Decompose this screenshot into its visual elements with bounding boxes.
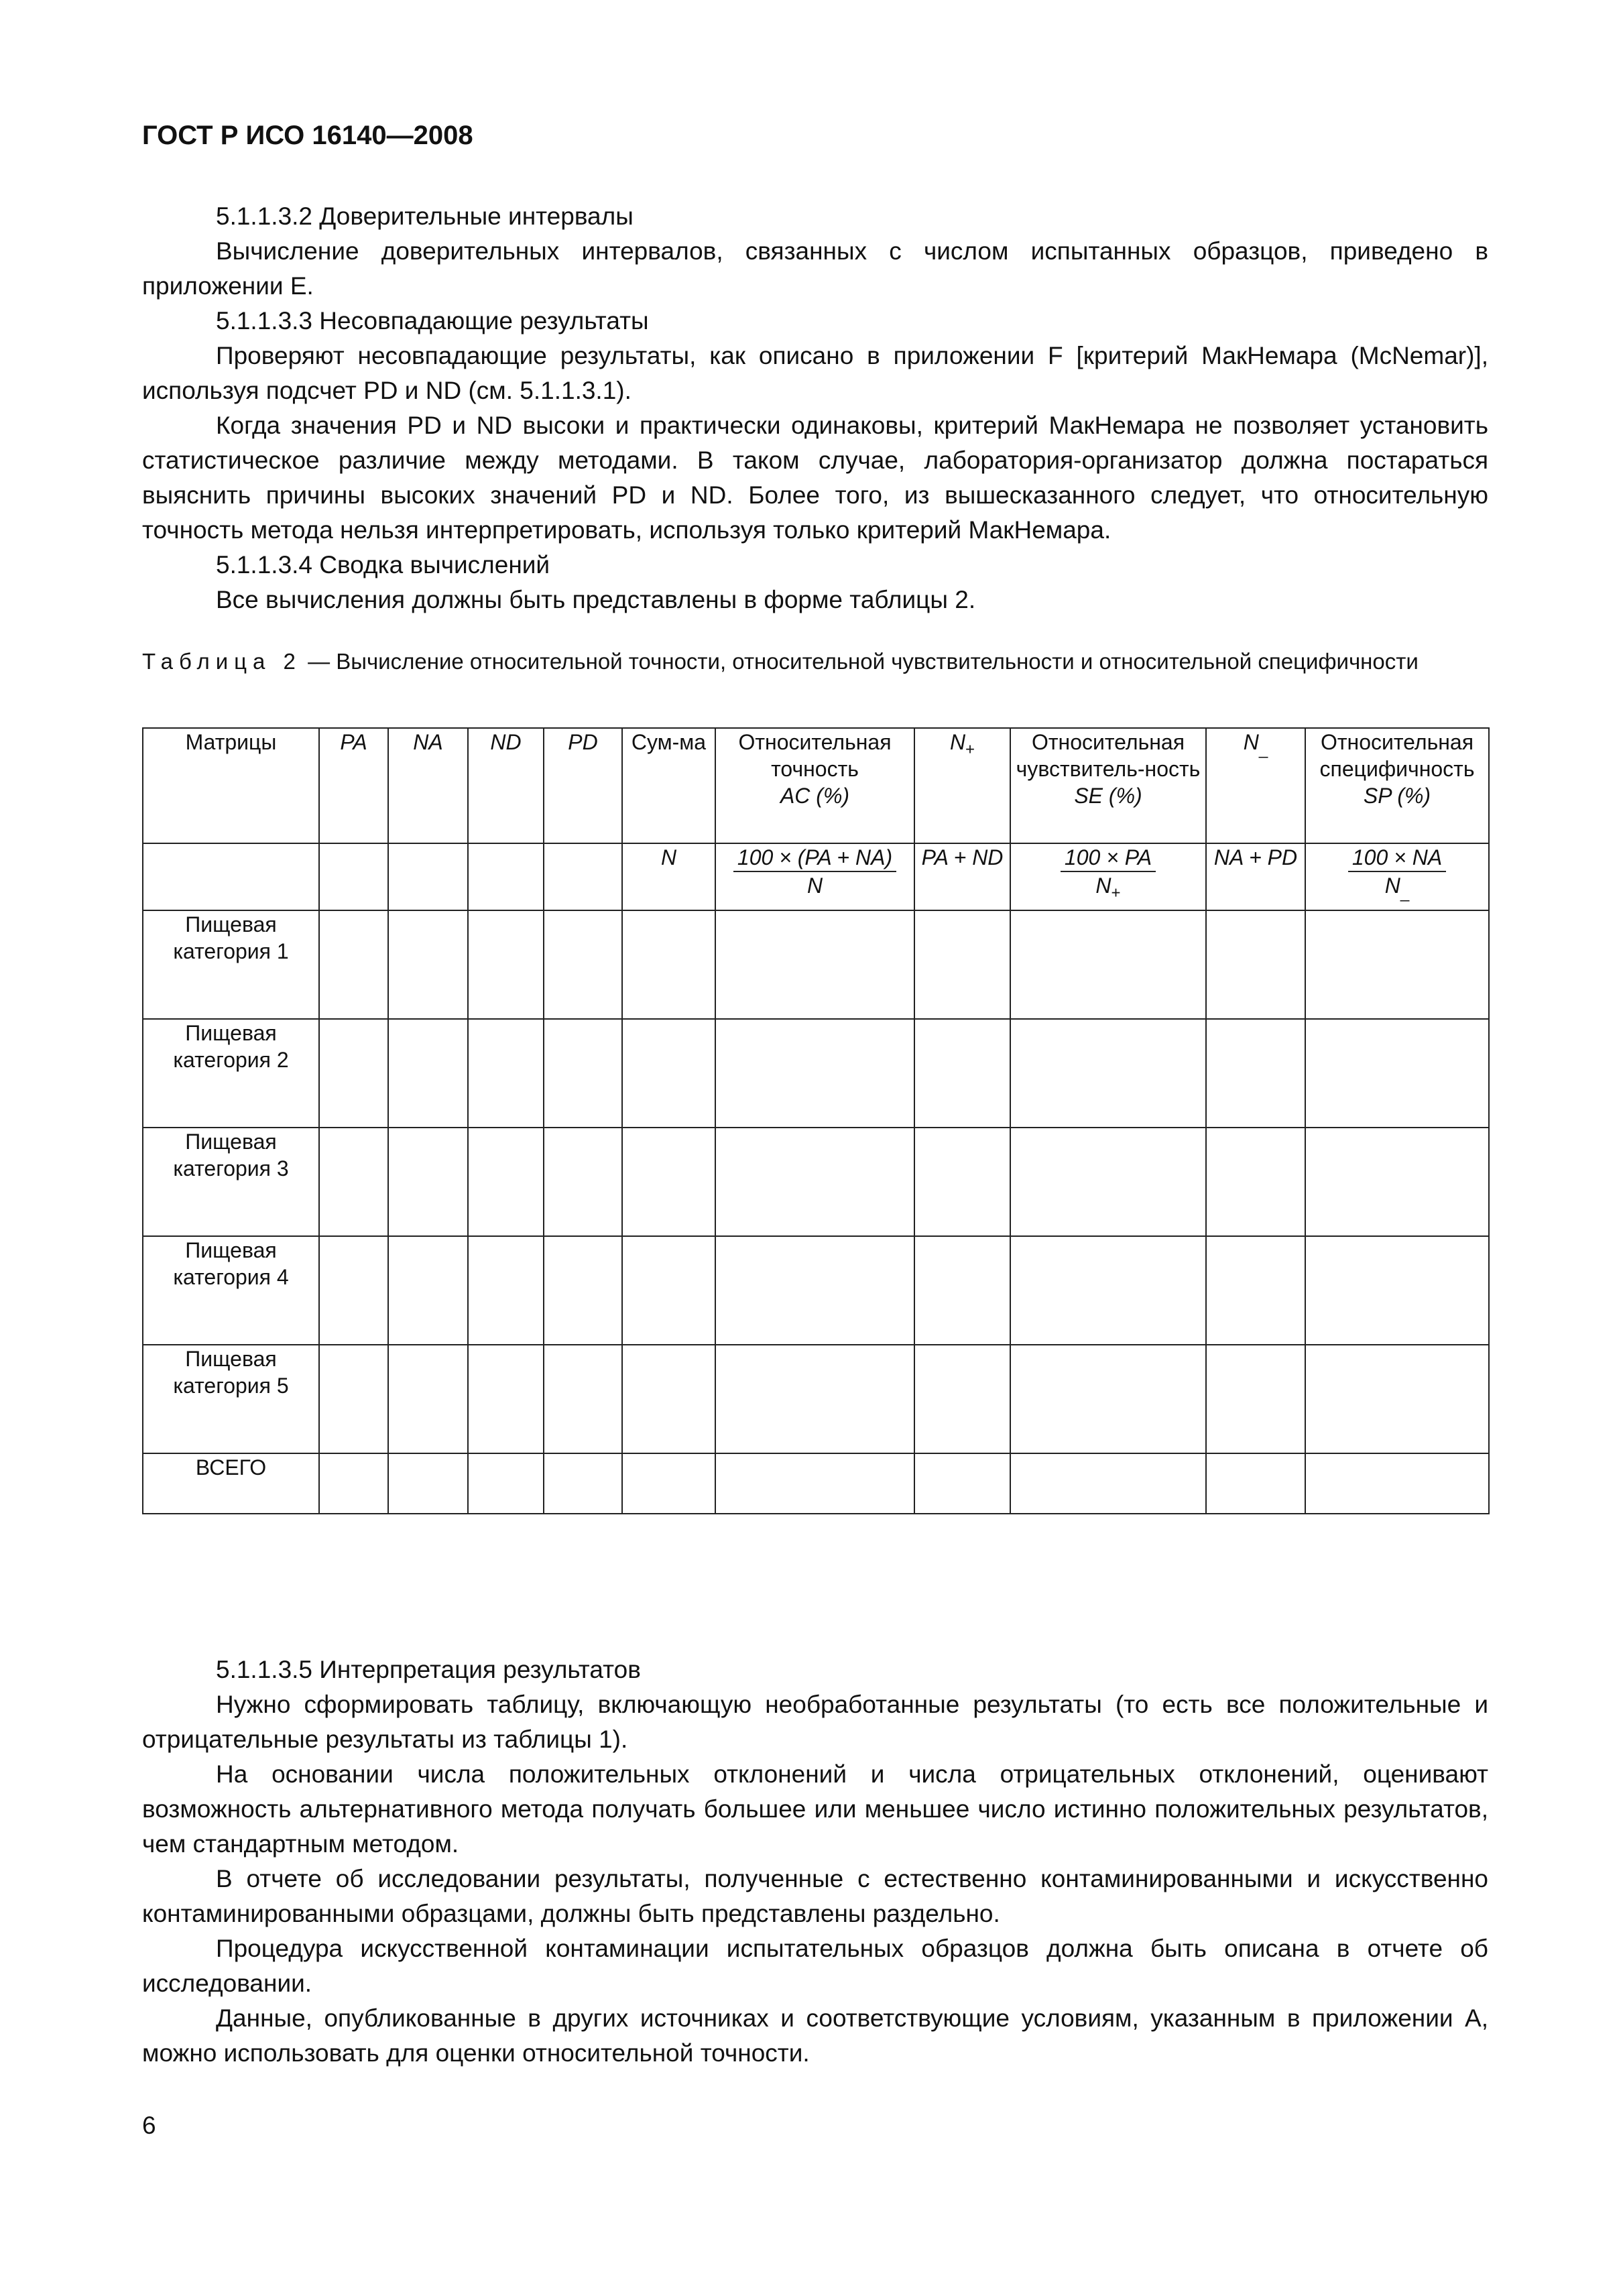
formula-sensitivity-denominator	[1061, 872, 1156, 906]
header-sensitivity	[1010, 728, 1206, 843]
formula-accuracy	[715, 843, 914, 910]
header-accuracy-title: Относительная точность	[738, 730, 892, 781]
table-header-row	[143, 728, 1489, 843]
table-row	[143, 1236, 1489, 1345]
table-row	[143, 1128, 1489, 1236]
header-specificity-title: Относительная специфичность	[1319, 730, 1475, 781]
header-nplus	[914, 728, 1010, 843]
formula-specificity	[1305, 843, 1489, 910]
header-nplus-symbol: N	[949, 730, 966, 754]
header-specificity-symbol: SP (%)	[1363, 784, 1431, 808]
formula-specificity-den-sub: _	[1400, 884, 1410, 902]
formula-specificity-numerator: 100 × NA	[1348, 844, 1446, 872]
header-nd: ND	[468, 728, 544, 843]
formula-sensitivity-den-symbol: N	[1095, 873, 1111, 898]
formula-accuracy-denominator: N	[806, 873, 823, 898]
table-caption-text: — Вычисление относительной точности, относительной чувствительности и относительной специфичности	[301, 649, 1419, 674]
row-label: Пищевая категория 1	[143, 910, 319, 1019]
total-label: ВСЕГО	[143, 1453, 319, 1514]
paragraph: 5.1.1.3.5 Интерпретация результатов	[216, 1656, 641, 1683]
table-total-row	[143, 1453, 1489, 1514]
formula-sensitivity-numerator: 100 × PA	[1061, 844, 1156, 872]
fraction	[1348, 844, 1446, 906]
paragraph: 5.1.1.3.4 Сводка вычислений	[216, 551, 550, 579]
header-nminus-symbol: N	[1243, 730, 1259, 754]
header-pd: PD	[544, 728, 622, 843]
table-formula-row	[143, 843, 1489, 910]
fraction	[733, 844, 896, 899]
row-label: Пищевая категория 5	[143, 1345, 319, 1453]
header-matrices: Матрицы	[143, 728, 319, 843]
formula-sum: N	[622, 843, 715, 910]
header-accuracy-symbol: AC (%)	[780, 784, 850, 808]
formula-nminus: NA + PD	[1206, 843, 1305, 910]
document-header: ГОСТ Р ИСО 16140—2008	[142, 121, 473, 150]
page-number: 6	[142, 2112, 156, 2139]
paragraph: В отчете об исследовании результаты, полученные с естественно контаминированными и искусственно контаминированными образцами, должны быть представлены раздельно.	[142, 1865, 1488, 1927]
fraction	[1061, 844, 1156, 906]
formula-accuracy-numerator: 100 × (PA + NA)	[733, 844, 896, 872]
header-nminus	[1206, 728, 1305, 843]
header-specificity	[1305, 728, 1489, 843]
paragraph: Нужно сформировать таблицу, включающую необработанные результаты (то есть все положительные и отрицательные результаты из таблицы 1).	[142, 1691, 1488, 1753]
formula-sensitivity-den-sub: +	[1111, 884, 1121, 902]
table-row	[143, 1345, 1489, 1453]
paragraph: 5.1.1.3.3 Несовпадающие результаты	[216, 307, 649, 335]
row-label: Пищевая категория 3	[143, 1128, 319, 1236]
formula-specificity-den-symbol: N	[1384, 873, 1400, 898]
header-accuracy	[715, 728, 914, 843]
body-text-bottom	[142, 1652, 1488, 2071]
header-nplus-sub: +	[965, 740, 975, 759]
body-text-top	[142, 199, 1488, 617]
calculation-table	[142, 727, 1490, 1514]
row-label: Пищевая категория 2	[143, 1019, 319, 1128]
header-pa: PA	[319, 728, 388, 843]
paragraph: Проверяют несовпадающие результаты, как описано в приложении F [критерий МакНемара (McNemar)], используя подсчет PD и ND (см. 5.1.1.3.1).	[142, 342, 1488, 404]
paragraph: Процедура искусственной контаминации испытательных образцов должна быть описана в отчете об исследовании.	[142, 1935, 1488, 1997]
header-na: NA	[388, 728, 468, 843]
header-sensitivity-title: Относительная чувствитель-ность	[1016, 730, 1201, 781]
paragraph: Данные, опубликованные в других источниках и соответствующие условиям, указанным в приложении А, можно использовать для оценки относительной точности.	[142, 2004, 1488, 2067]
formula-sensitivity	[1010, 843, 1206, 910]
table-row	[143, 1019, 1489, 1128]
formula-specificity-denominator	[1348, 872, 1446, 906]
paragraph: Вычисление доверительных интервалов, связанных с числом испытанных образцов, приведено в приложении Е.	[142, 237, 1488, 300]
header-sensitivity-symbol: SE (%)	[1074, 784, 1142, 808]
paragraph: Все вычисления должны быть представлены в форме таблицы 2.	[216, 586, 976, 613]
paragraph: 5.1.1.3.2 Доверительные интервалы	[216, 202, 634, 230]
table-caption-label: Таблица 2	[142, 649, 302, 674]
table-row	[143, 910, 1489, 1019]
formula-nplus: PA + ND	[914, 843, 1010, 910]
row-label: Пищевая категория 4	[143, 1236, 319, 1345]
header-nminus-sub: _	[1258, 740, 1268, 759]
header-sum: Сум-ма	[622, 728, 715, 843]
paragraph: На основании числа положительных отклонений и числа отрицательных отклонений, оценивают возможность альтернативного метода получать большее или меньшее число истинно положительных результатов, чем стандартным методом.	[142, 1760, 1488, 1858]
table-caption	[142, 646, 1488, 678]
paragraph: Когда значения PD и ND высоки и практически одинаковы, критерий МакНемара не позволяет установить статистическое различие между методами. В таком случае, лаборатория-организатор должна постараться выяснить причины высоких значений PD и ND. Более того, из вышесказанного следует, что относительную точность метода нельзя интерпретировать, используя только критерий МакНемара.	[142, 412, 1488, 544]
